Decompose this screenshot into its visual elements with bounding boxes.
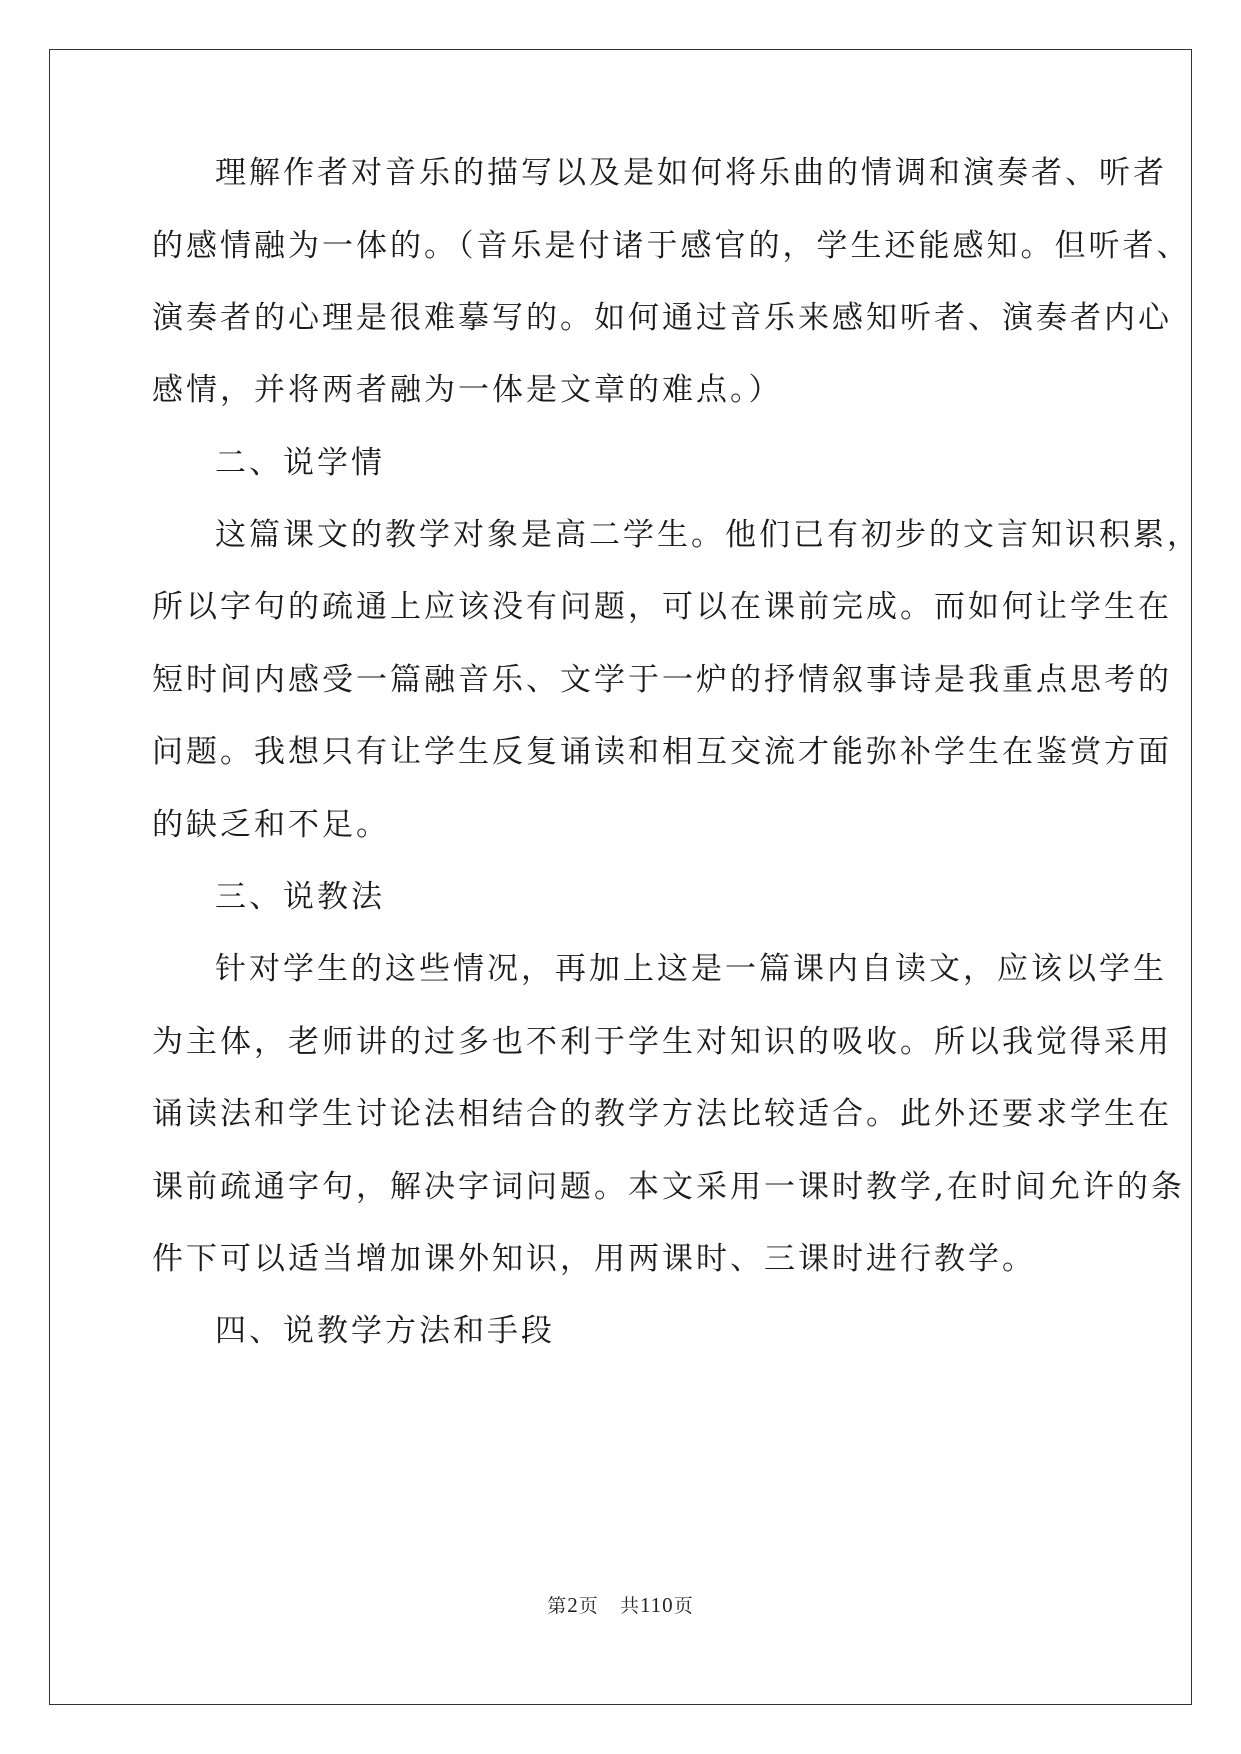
section-heading-methods-and-means: 四、说教学方法和手段 (215, 1313, 555, 1349)
page-footer (0, 1593, 1241, 1618)
paragraph-2-line-3: 短时间内感受一篇融音乐、文学于一炉的抒情叙事诗是我重点思考的 (152, 662, 1172, 698)
paragraph-3-line-3: 诵读法和学生讨论法相结合的教学方法比较适合。此外还要求学生在 (152, 1096, 1172, 1132)
paragraph-1-line-3: 演奏者的心理是很难摹写的。如何通过音乐来感知听者、演奏者内心 (152, 300, 1172, 336)
footer-page-number: 2 (567, 1593, 579, 1617)
paragraph-1-line-2: 的感情融为一体的。（音乐是付诸于感官的，学生还能感知。但听者、 (152, 228, 1191, 264)
paragraph-3-line-1: 针对学生的这些情况，再加上这是一篇课内自读文，应该以学生 (215, 951, 1167, 987)
section-heading-student-situation: 二、说学情 (215, 445, 385, 481)
paragraph-3-line-4: 课前疏通字句，解决字词问题。本文采用一课时教学,在时间允许的条 (152, 1169, 1185, 1205)
footer-page-unit: 页 (578, 1595, 599, 1617)
paragraph-2-line-5: 的缺乏和不足。 (152, 807, 390, 843)
paragraph-3-line-2: 为主体，老师讲的过多也不利于学生对知识的吸收。所以我觉得采用 (152, 1024, 1172, 1060)
paragraph-2-line-1: 这篇课文的教学对象是高二学生。他们已有初步的文言知识积累， (215, 517, 1201, 553)
paragraph-1-line-4: 感情，并将两者融为一体是文章的难点。） (152, 372, 783, 408)
paragraph-1-line-1: 理解作者对音乐的描写以及是如何将乐曲的情调和演奏者、听者 (215, 155, 1167, 191)
footer-total-pages: 110 (639, 1593, 674, 1617)
footer-total-prefix: 共 (619, 1595, 640, 1617)
paragraph-3-line-5: 件下可以适当增加课外知识，用两课时、三课时进行教学。 (152, 1241, 1036, 1277)
footer-total-unit: 页 (673, 1595, 694, 1617)
paragraph-2-line-4: 问题。我想只有让学生反复诵读和相互交流才能弥补学生在鉴赏方面 (152, 734, 1172, 770)
paragraph-2-line-2: 所以字句的疏通上应该没有问题，可以在课前完成。而如何让学生在 (152, 589, 1172, 625)
footer-page-prefix: 第 (547, 1595, 568, 1617)
section-heading-teaching-method: 三、说教法 (215, 879, 385, 915)
